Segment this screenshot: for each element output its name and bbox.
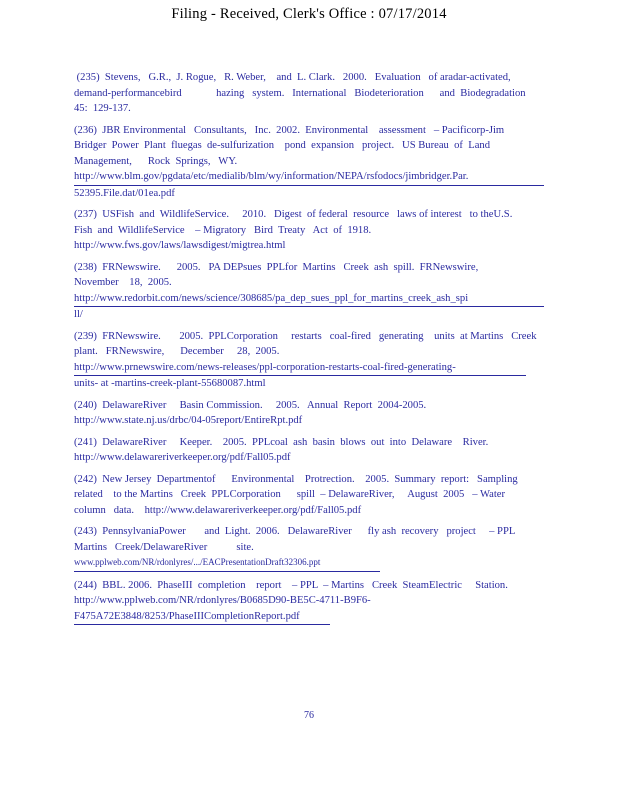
ref-text-line: column data. http://www.delawareriverkeeper.org/pdf/Fall05.pdf: [74, 504, 362, 516]
page-number: 76: [304, 710, 314, 721]
ref-text-line: (244) BBL. 2006. PhaseIII completion report – PPL – Martins Creek SteamElectric Station.: [74, 579, 508, 591]
ref-text-line: (236) JBR Environmental Consultants, Inc. 2002. Environmental assessment – Pacificorp-Jim: [74, 124, 505, 136]
reference-link[interactable]: http://www.state.nj.us/drbc/04-05report/EntireRpt.pdf: [74, 415, 303, 426]
ref-text-line: (242) New Jersey Departmentof Environmental Protrection. 2005. Summary report: Sampling: [74, 473, 518, 485]
ref-text-line: (238) FRNewswire. 2005. PA DEPsues PPLfor Martins Creek ash spill. FRNewswire,: [74, 261, 479, 273]
reference-238: [74, 260, 544, 323]
reference-link[interactable]: F475A72E3848/8253/PhaseIIICompletionReport.pdf: [74, 609, 330, 626]
reference-link[interactable]: http://www.pplweb.com/NR/rdonlyres/B0685D90-BE5C-4711-B9F6-: [74, 595, 371, 606]
ref-text-line: Martins Creek/DelawareRiver site.: [74, 541, 254, 553]
reference-link[interactable]: http://www.fws.gov/laws/lawsdigest/migtrea.html: [74, 240, 286, 251]
ref-text-line: (240) DelawareRiver Basin Commission. 2005. Annual Report 2004-2005.: [74, 399, 427, 411]
reference-240: [74, 398, 544, 429]
reference-241: [74, 435, 544, 466]
ref-text-line: (243) PennsylvaniaPower and Light. 2006. DelawareRiver fly ash recovery project – PPL: [74, 526, 516, 537]
ref-text-line: 45: 129-137.: [74, 103, 131, 114]
reference-link[interactable]: http://www.delawareriverkeeper.org/pdf/Fall05.pdf: [74, 452, 291, 463]
reference-link[interactable]: http://www.blm.gov/pgdata/etc/medialib/blm/wy/information/NEPA/rsfodocs/jimbridger.Par.: [74, 169, 544, 186]
filing-header: Filing - Received, Clerk's Office : 07/17/2014: [171, 6, 447, 22]
ref-text-line: (237) USFish and WildlifeService. 2010. Digest of federal resource laws of interest to theU.S.: [74, 209, 513, 220]
reference-list: [74, 70, 544, 631]
reference-link[interactable]: http://www.prnewswire.com/news-releases/ppl-corporation-restarts-coal-fired-generating-: [74, 360, 526, 377]
ref-text-line: (241) DelawareRiver Keeper. 2005. PPLcoal ash basin blows out into Delaware River.: [74, 436, 489, 448]
reference-237: [74, 207, 544, 254]
reference-239: [74, 329, 544, 392]
ref-text-line: Management, Rock Springs, WY.: [74, 155, 238, 167]
reference-link[interactable]: units- at -martins-creek-plant-55680087.html: [74, 378, 266, 389]
reference-242: [74, 472, 544, 519]
reference-235: [74, 70, 544, 117]
reference-link[interactable]: ll/: [74, 309, 83, 320]
ref-text-line: Bridger Power Plant fluegas de-sulfurization pond expansion project. US Bureau of Land: [74, 140, 491, 151]
ref-text-line: demand-performancebird hazing system. International Biodeterioration and Biodegradation: [74, 87, 526, 99]
reference-link[interactable]: www.pplweb.com/NR/rdonlyres/.../EACPresentationDraft32306.ppt: [74, 555, 380, 572]
reference-link[interactable]: http://www.redorbit.com/news/science/308685/pa_dep_sues_ppl_for_martins_creek_ash_spi: [74, 291, 544, 308]
ref-text-line: (239) FRNewswire. 2005. PPLCorporation restarts coal-fired generating units at Martins Creek: [74, 330, 537, 342]
ref-text-line: (235) Stevens, G.R., J. Rogue, R. Weber, and L. Clark. 2000. Evaluation of aradar-activated,: [74, 72, 511, 83]
reference-236: [74, 123, 544, 202]
reference-243: [74, 524, 544, 572]
ref-text-line: November 18, 2005.: [74, 277, 172, 288]
ref-text-line: Fish and WildlifeService – Migratory Bird Treaty Act of 1918.: [74, 224, 372, 236]
ref-text-line: plant. FRNewswire, December 28, 2005.: [74, 346, 280, 357]
ref-text-line: related to the Martins Creek PPLCorporation spill – DelawareRiver, August 2005 – Water: [74, 489, 506, 500]
reference-link[interactable]: 52395.File.dat/01ea.pdf: [74, 187, 175, 199]
reference-244: [74, 578, 544, 626]
